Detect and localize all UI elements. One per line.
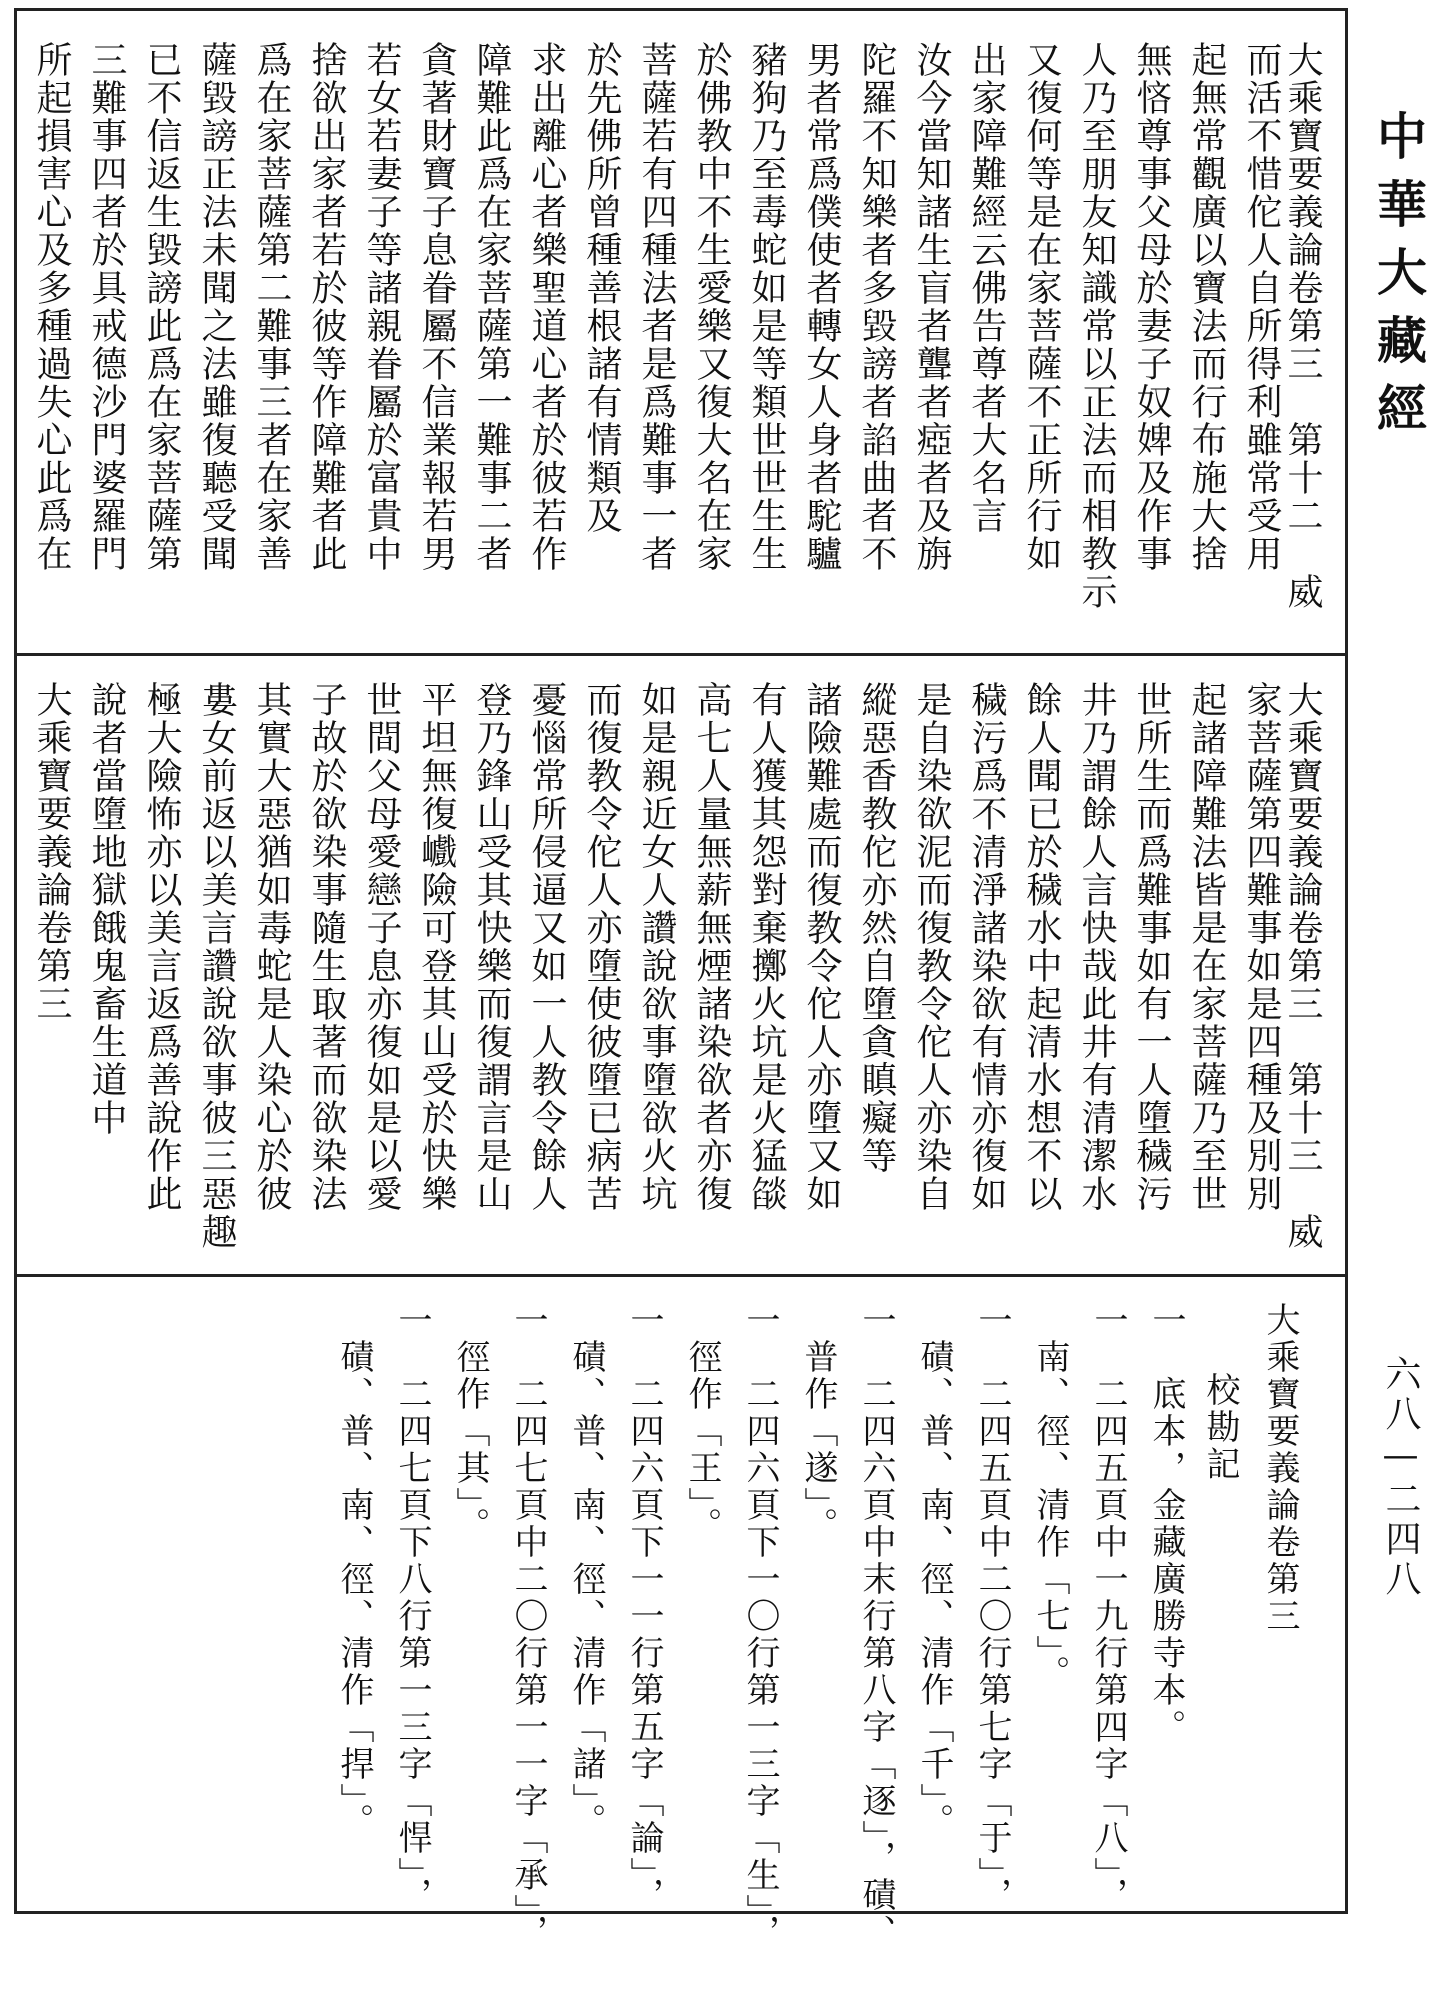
page-frame <box>14 8 1348 1951</box>
text-column: 人乃至朋友知識常以正法而相教示 <box>1076 41 1117 611</box>
text-column: 無悋尊事父母於妻子奴婢及作事 <box>1131 41 1172 573</box>
text-column: 高七人量無薪無煙諸染欲者亦復 <box>691 681 732 1213</box>
text-column: 三難事四者於具戒德沙門婆羅門 <box>86 41 127 573</box>
collation-entry: 一 二四五頁中二〇行第七字「于」， <box>972 1302 1012 1914</box>
text-column: 出家障難經云佛告尊者大名言 <box>966 41 1007 535</box>
text-column: 貪著財寶子息眷屬不信業報若男 <box>416 41 457 573</box>
collation-entry-continued: 磧、普、南、徑、清作「諸」。 <box>566 1302 606 1840</box>
text-column: 汝今當知諸生盲者聾者瘂者及旃 <box>911 41 952 573</box>
text-column: 爲在家菩薩第二難事三者在家善 <box>251 41 292 573</box>
panel-header: 大乘寶要義論卷第三 第十三 威 <box>1282 681 1323 1251</box>
text-column: 薩毀謗正法未聞之法雖復聽受聞 <box>196 41 237 573</box>
page-number: 六八—二四八 <box>1380 1355 1421 1600</box>
text-column: 縱惡香教佗亦然自墮貪瞋癡等 <box>856 681 897 1175</box>
text-column: 大乘寶要義論卷第三 <box>31 681 72 1023</box>
text-column: 世間父母愛戀子息亦復如是以愛 <box>361 681 402 1213</box>
text-column: 極大險怖亦以美言返爲善說作此 <box>141 681 182 1213</box>
text-column: 有人獲其怨對棄擲火坑是火猛燄 <box>746 681 787 1213</box>
text-column: 於先佛所曾種善根諸有情類及 <box>581 41 622 535</box>
text-column: 求出離心者樂聖道心者於彼若作 <box>526 41 567 573</box>
collation-entry-continued: 南、徑、清作「七」。 <box>1030 1302 1070 1692</box>
text-column: 家菩薩第四難事如是四種及別別 <box>1241 681 1282 1213</box>
panel-header: 大乘寶要義論卷第三 第十二 威 <box>1282 41 1323 611</box>
collation-entry: 一 二四七頁下八行第一三字「悍」， <box>392 1302 432 1914</box>
text-column: 於佛教中不生愛樂又復大名在家 <box>691 41 732 573</box>
text-column: 而復教令佗人亦墮使彼墮已病苦 <box>581 681 622 1213</box>
collation-entry-continued: 徑作「其」。 <box>450 1302 490 1544</box>
text-column: 男者常爲僕使者轉女人身者駝驢 <box>801 41 842 573</box>
collation-section-title: 大乘寶要義論卷第三 <box>1260 1302 1300 1635</box>
collation-entry: 一 二四六頁中末行第八字「逐」，磧、 <box>856 1302 896 1951</box>
collation-entry: 一 二四五頁中一九行第四字「八」， <box>1088 1302 1128 1914</box>
text-column: 婁女前返以美言讚說欲事彼三惡趣 <box>196 681 237 1251</box>
collation-heading: 校勘記 <box>1200 1372 1240 1483</box>
text-column: 如是親近女人讚說欲事墮欲火坑 <box>636 681 677 1213</box>
text-column: 豬狗乃至毒蛇如是等類世世生生 <box>746 41 787 573</box>
text-column: 說者當墮地獄餓鬼畜生道中 <box>86 681 127 1137</box>
text-column: 已不信返生毀謗此爲在家菩薩第 <box>141 41 182 573</box>
text-column: 世所生而爲難事如有一人墮穢污 <box>1131 681 1172 1213</box>
text-column: 菩薩若有四種法者是爲難事一者 <box>636 41 677 573</box>
text-panel-top <box>17 11 1345 656</box>
text-column: 是自染欲泥而復教令佗人亦染自 <box>911 681 952 1213</box>
text-column: 井乃謂餘人言快哉此井有清潔水 <box>1076 681 1117 1213</box>
collation-entry-continued: 徑作「王」。 <box>682 1302 722 1544</box>
collation-entry-continued: 普作「遂」。 <box>798 1302 838 1544</box>
text-panel-middle <box>17 656 1345 1277</box>
text-column: 憂惱常所侵逼又如一人教令餘人 <box>526 681 567 1213</box>
collation-entry-continued: 磧、普、南、徑、清作「千」。 <box>914 1302 954 1840</box>
text-column: 登乃鋒山受其快樂而復謂言是山 <box>471 681 512 1213</box>
collation-entry: 一 二四七頁中二〇行第一一字「承」， <box>508 1302 548 1951</box>
text-column: 陀羅不知樂者多毀謗者諂曲者不 <box>856 41 897 573</box>
text-column: 穢污爲不清淨諸染欲有情亦復如 <box>966 681 1007 1213</box>
collation-notes-panel <box>17 1277 1345 1951</box>
collation-columns <box>17 1277 1345 1951</box>
text-column: 其實大惡猶如毒蛇是人染心於彼 <box>251 681 292 1213</box>
text-column: 又復何等是在家菩薩不正所行如 <box>1021 41 1062 573</box>
text-column: 障難此爲在家菩薩第一難事二者 <box>471 41 512 573</box>
text-column: 若女若妻子等諸親眷屬於富貴中 <box>361 41 402 573</box>
text-columns <box>17 656 1345 1274</box>
collation-entry-continued: 磧、普、南、徑、清作「捍」。 <box>334 1302 374 1840</box>
text-column: 而活不惜佗人自所得利雖常受用 <box>1241 41 1282 573</box>
text-column: 起無常觀廣以寶法而行布施大捨 <box>1186 41 1227 573</box>
text-column: 餘人聞已於穢水中起清水想不以 <box>1021 681 1062 1213</box>
text-column: 諸險難處而復教令佗人亦墮又如 <box>801 681 842 1213</box>
text-columns <box>17 11 1345 653</box>
collection-title: 中華大藏經 <box>1369 110 1428 450</box>
text-column: 所起損害心及多種過失心此爲在 <box>31 41 72 573</box>
collation-entry: 一 二四六頁下一一行第五字「論」， <box>624 1302 664 1914</box>
text-column: 平坦無復巇險可登其山受於快樂 <box>416 681 457 1213</box>
collation-entry: 一 二四六頁下一〇行第一三字「生」， <box>740 1302 780 1951</box>
text-column: 起諸障難法皆是在家菩薩乃至世 <box>1186 681 1227 1213</box>
text-column: 捨欲出家者若於彼等作障難者此 <box>306 41 347 573</box>
collation-entry: 一 底本，金藏廣勝寺本。 <box>1146 1302 1186 1746</box>
text-column: 子故於欲染事隨生取著而欲染法 <box>306 681 347 1213</box>
